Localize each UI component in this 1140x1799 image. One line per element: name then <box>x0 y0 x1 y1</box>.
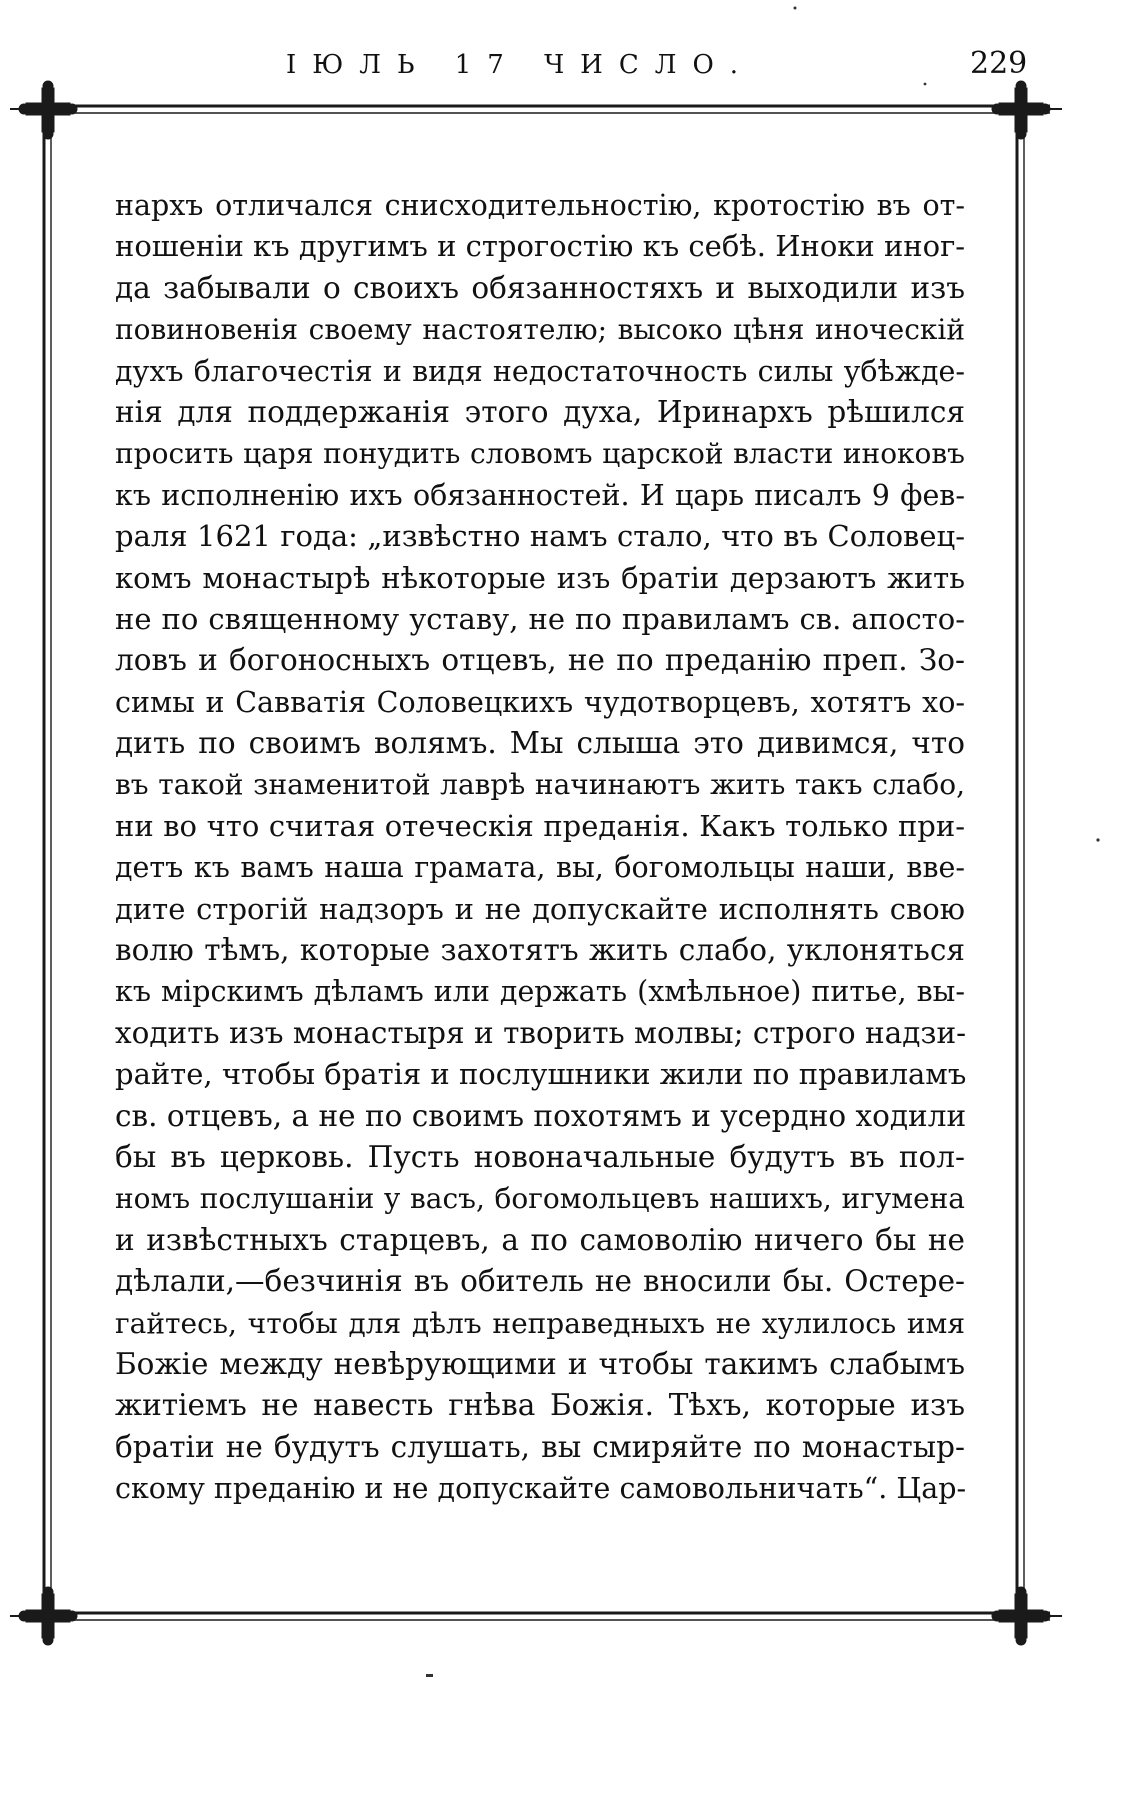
text-line: въ такой знаменитой лаврѣ начинаютъ жить такъ слабо, <box>115 768 965 802</box>
text-line: св. отцевъ, а не по своимъ похотямъ и усердно ходили <box>115 1098 967 1133</box>
ink-speck <box>924 83 927 86</box>
corner-ornament-top-right <box>992 81 1062 139</box>
text-line: симы и Савватія Соловецкихъ чудотворцевъ, хотятъ хо- <box>115 685 965 719</box>
text-line: райте, чтобы братія и послушники жили по правиламъ <box>115 1057 967 1092</box>
text-line: Божіе между невѣрующими и чтобы такимъ слабымъ <box>115 1346 965 1381</box>
text-line: раля 1621 года: „извѣстно намъ стало, что въ Соловец- <box>115 519 965 554</box>
text-line: скому преданію и не допускайте самовольничать“. Цар- <box>115 1472 967 1506</box>
text-line: просить царя понудить словомъ царской власти иноковъ <box>115 437 965 471</box>
text-line: дѣлали,—безчинія въ обитель не вносили бы. Остере- <box>115 1264 965 1299</box>
body-text <box>115 185 965 1510</box>
text-line: житіемъ не навесть гнѣва Божія. Тѣхъ, которые изъ <box>115 1388 965 1423</box>
text-line: волю тѣмъ, которые захотятъ жить слабо, уклоняться <box>115 933 965 968</box>
text-line: нархъ отличался снисходительностію, кротостію въ от- <box>115 189 965 222</box>
text-line: дите строгій надзоръ и не допускайте исполнять свою <box>115 891 965 926</box>
ink-speck <box>426 1674 433 1677</box>
text-line: не по священному уставу, не по правиламъ св. апосто- <box>115 601 965 636</box>
corner-ornament-top-left <box>10 81 77 139</box>
text-line: братіи не будутъ слушать, вы смиряйте по монастыр- <box>115 1429 965 1464</box>
text-line: нія для поддержанія этого духа, Иринархъ рѣшился <box>115 394 965 429</box>
text-line: ношеніи къ другимъ и строгостію къ себѣ. Иноки иног- <box>115 229 966 264</box>
text-line: дить по своимъ волямъ. Мы слыша это дивимся, что <box>115 726 965 761</box>
text-line: детъ къ вамъ наша грамата, вы, богомольцы наши, вве- <box>115 851 965 885</box>
text-line: номъ послушаніи у васъ, богомольцевъ нашихъ, игумена <box>115 1182 965 1216</box>
text-line: ходить изъ монастыря и творить молвы; строго надзи- <box>115 1015 967 1050</box>
corner-ornament-bottom-left <box>10 1587 77 1645</box>
text-line: ни во что считая отеческія преданія. Какъ только при- <box>115 808 965 843</box>
ink-speck <box>794 7 797 10</box>
running-title: ІЮЛЬ 17 ЧИСЛО. <box>285 50 755 80</box>
text-line: повиновенія своему настоятелю; высоко цѣня иноческій <box>115 313 965 347</box>
text-line: бы въ церковь. Пусть новоначальные будутъ въ пол- <box>115 1139 965 1174</box>
text-line: ловъ и богоносныхъ отцевъ, не по преданію преп. Зо- <box>115 643 965 678</box>
text-line: къ мірскимъ дѣламъ или держать (хмѣльное) питье, вы- <box>115 975 965 1009</box>
ink-speck <box>1096 838 1099 841</box>
text-line: гайтесь, чтобы для дѣлъ неправедныхъ не хулилось имя <box>115 1306 965 1340</box>
text-line: духъ благочестія и видя недостаточность силы убѣжде- <box>115 354 965 388</box>
page-number: 229 <box>970 46 1028 81</box>
text-line: да забывали о своихъ обязанностяхъ и выходили изъ <box>115 270 965 305</box>
text-line: и извѣстныхъ старцевъ, а по самоволію ничего бы не <box>115 1222 965 1257</box>
corner-ornament-bottom-right <box>992 1587 1062 1645</box>
text-line: комъ монастырѣ нѣкоторые изъ братіи дерзаютъ жить <box>115 560 965 595</box>
text-line: къ исполненію ихъ обязанностей. И царь писалъ 9 фев- <box>115 478 965 512</box>
